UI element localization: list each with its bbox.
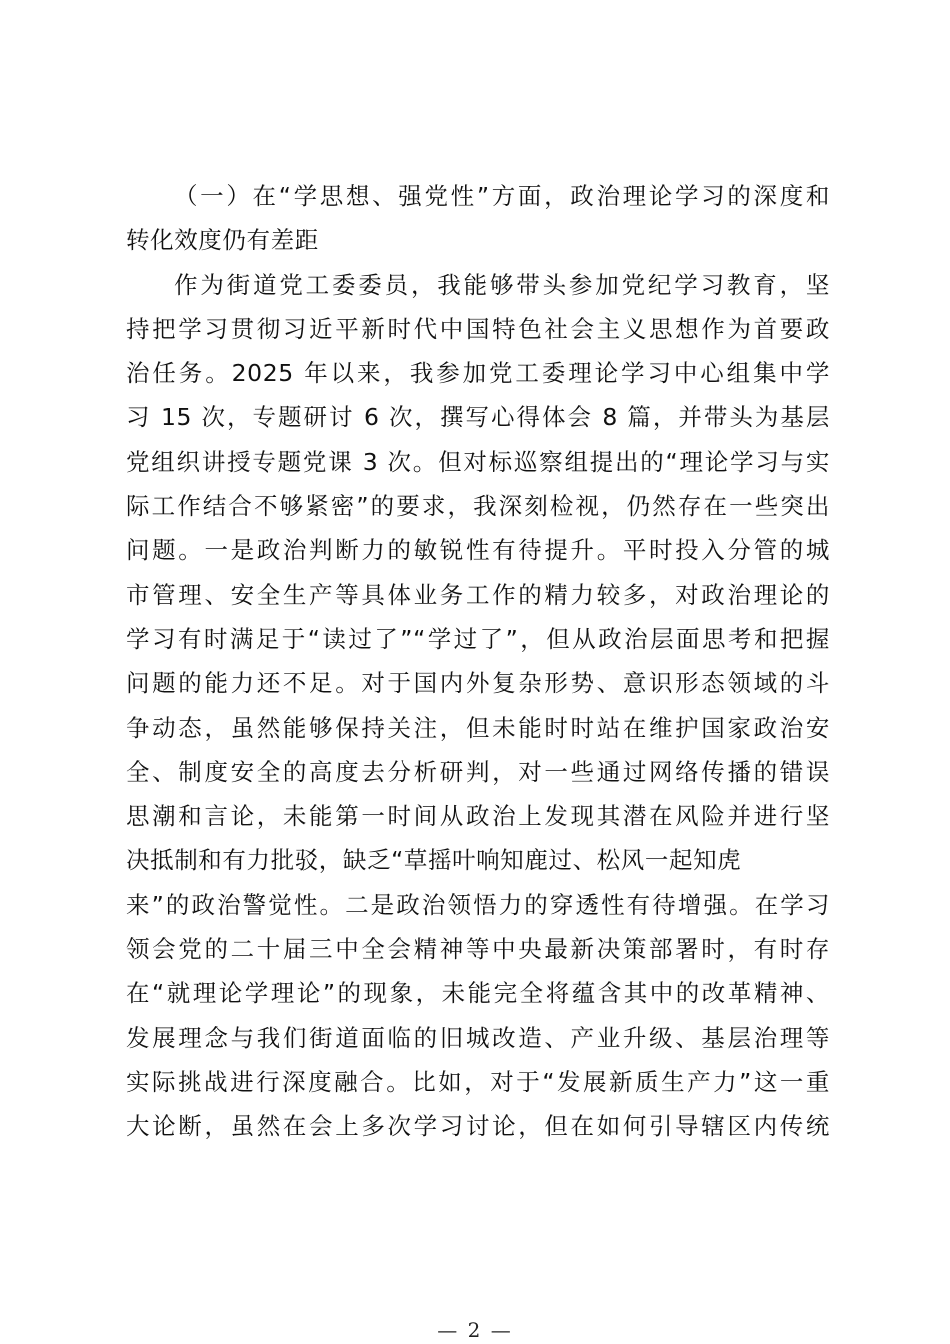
paragraph-line: 争动态，虽然能够保持关注，但未能时时站在维护国家政治安 [126, 713, 830, 742]
paragraph-line: 治任务。2025 年以来，我参加党工委理论学习中心组集中学 [126, 359, 830, 388]
document-body [126, 174, 830, 1149]
paragraph-line: 党组织讲授专题党课 3 次。但对标巡察组提出的“理论学习与实 [126, 447, 830, 476]
section-heading-line-2: 转化效度仍有差距 [126, 226, 319, 255]
paragraph-line: 问题的能力还不足。对于国内外复杂形势、意识形态领域的斗 [126, 669, 830, 698]
paragraph-line: 际工作结合不够紧密”的要求，我深刻检视，仍然存在一些突出 [126, 492, 830, 521]
paragraph-line: 实际挑战进行深度融合。比如，对于“发展新质生产力”这一重 [126, 1067, 830, 1096]
paragraph-line: 决抵制和有力批驳，缺乏“草摇叶响知鹿过、松风一起知虎 [126, 846, 742, 875]
paragraph-line: 问题。一是政治判断力的敏锐性有待提升。平时投入分管的城 [126, 536, 830, 565]
paragraph-line: 思潮和言论，未能第一时间从政治上发现其潜在风险并进行坚 [126, 802, 830, 831]
section-heading-line-1: （一）在“学思想、强党性”方面，政治理论学习的深度和 [174, 182, 830, 210]
paragraph-line: 来”的政治警觉性。二是政治领悟力的穿透性有待增强。在学习 [126, 890, 830, 919]
paragraph-line: 领会党的二十届三中全会精神等中央最新决策部署时，有时存 [126, 935, 830, 964]
paragraph-line: 作为街道党工委委员，我能够带头参加党纪学习教育，坚 [174, 270, 830, 299]
paragraph-line: 学习有时满足于“读过了”“学过了”，但从政治层面思考和把握 [126, 624, 830, 653]
paragraph-line: 全、制度安全的高度去分析研判，对一些通过网络传播的错误 [126, 757, 830, 786]
paragraph-line: 大论断，虽然在会上多次学习讨论，但在如何引导辖区内传统 [126, 1112, 830, 1141]
page-number: — 2 — [437, 1318, 513, 1342]
paragraph-line: 在“就理论学理论”的现象，未能完全将蕴含其中的改革精神、 [126, 979, 830, 1008]
paragraph-line: 发展理念与我们街道面临的旧城改造、产业升级、基层治理等 [126, 1023, 830, 1052]
paragraph-line: 习 15 次，专题研讨 6 次，撰写心得体会 8 篇，并带头为基层 [126, 403, 830, 432]
paragraph-line: 市管理、安全生产等具体业务工作的精力较多，对政治理论的 [126, 580, 830, 609]
paragraph-line: 持把学习贯彻习近平新时代中国特色社会主义思想作为首要政 [126, 314, 830, 343]
